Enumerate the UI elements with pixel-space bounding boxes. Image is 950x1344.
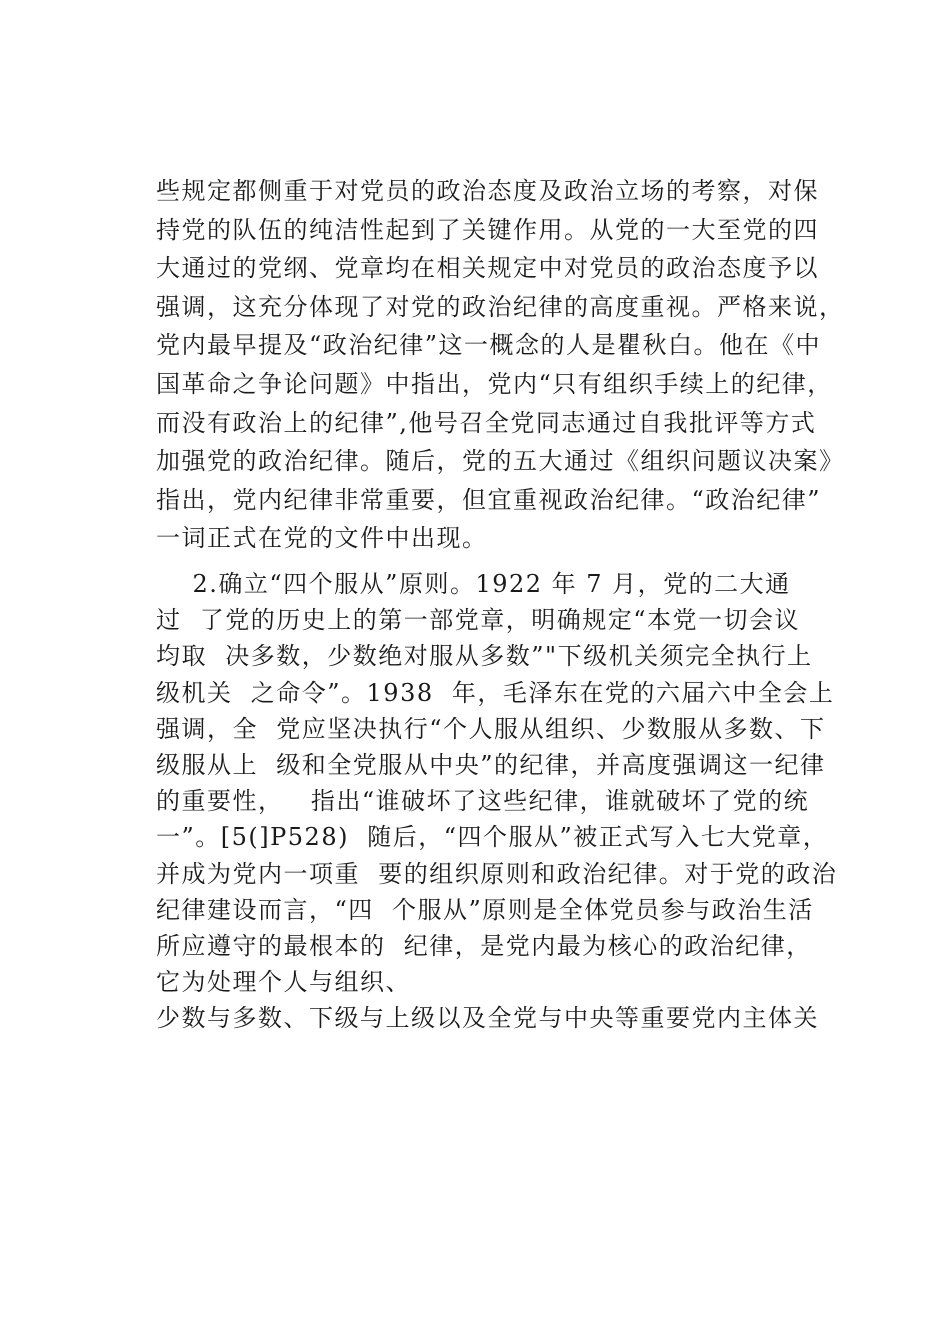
text-line: 级机关 之命令”。1938 年，毛泽东在党的六届六中全会上	[156, 678, 835, 707]
text-line: 党内最早提及“政治纪律”这一概念的人是瞿秋白。他在《中	[156, 331, 822, 360]
text-line: 所应遵守的最根本的 纪律，是党内最为核心的政治纪律，	[156, 931, 812, 960]
text-line: 的重要性， 指出“谁破坏了这些纪律，谁就破坏了党的统	[156, 787, 810, 816]
text-line: 它为处理个人与组织、	[156, 968, 411, 997]
text-line: 级服从上 级和全党服从中央”的纪律，并高度强调这一纪律	[156, 750, 826, 779]
text-line: 而没有政治上的纪律”,他号召全党同志通过自我批评等方式	[156, 408, 817, 437]
text-line: 少数与多数、下级与上级以及全党与中央等重要党内主体关	[156, 1004, 819, 1033]
text-line: 大通过的党纲、党章均在相关规定中对党员的政治态度予以	[156, 254, 819, 283]
text-line: 国革命之争论问题》中指出，党内“只有组织手续上的纪律，	[156, 369, 833, 398]
text-line: 些规定都侧重于对党员的政治态度及政治立场的考察，对保	[156, 177, 819, 205]
text-line: 强调，这充分体现了对党的政治纪律的高度重视。严格来说，	[156, 292, 845, 321]
text-line: 加强党的政治纪律。随后，党的五大通过《组织问题议决案》	[156, 447, 845, 476]
text-line: 纪律建设而言，“四 个服从”原则是全体党员参与政治生活	[156, 895, 814, 924]
text-line: 一”。[5(]P528) 随后，“四个服从”被正式写入七大党章，	[156, 823, 829, 852]
text-line: 强调，全 党应坚决执行“个人服从组织、少数服从多数、下	[156, 714, 826, 743]
text-line: 指出，党内纪律非常重要，但宜重视政治纪律。“政治纪律”	[156, 485, 822, 514]
text-line: 持党的队伍的纯洁性起到了关键作用。从党的一大至党的四	[156, 215, 819, 244]
text-line: 2.确立“四个服从”原则。1922 年 7 月，党的二大通	[156, 570, 791, 598]
text-line: 过 了党的历史上的第一部党章，明确规定“本党一切会议	[156, 606, 801, 635]
text-line: 并成为党内一项重 要的组织原则和政治纪律。对于党的政治	[156, 859, 838, 888]
text-line: 一词正式在党的文件中出现。	[156, 524, 488, 553]
text-line: 均取 决多数，少数绝对服从多数”"下级机关须完全执行上	[156, 642, 813, 671]
paragraph-1	[156, 172, 845, 558]
paragraph-2	[156, 566, 836, 1036]
